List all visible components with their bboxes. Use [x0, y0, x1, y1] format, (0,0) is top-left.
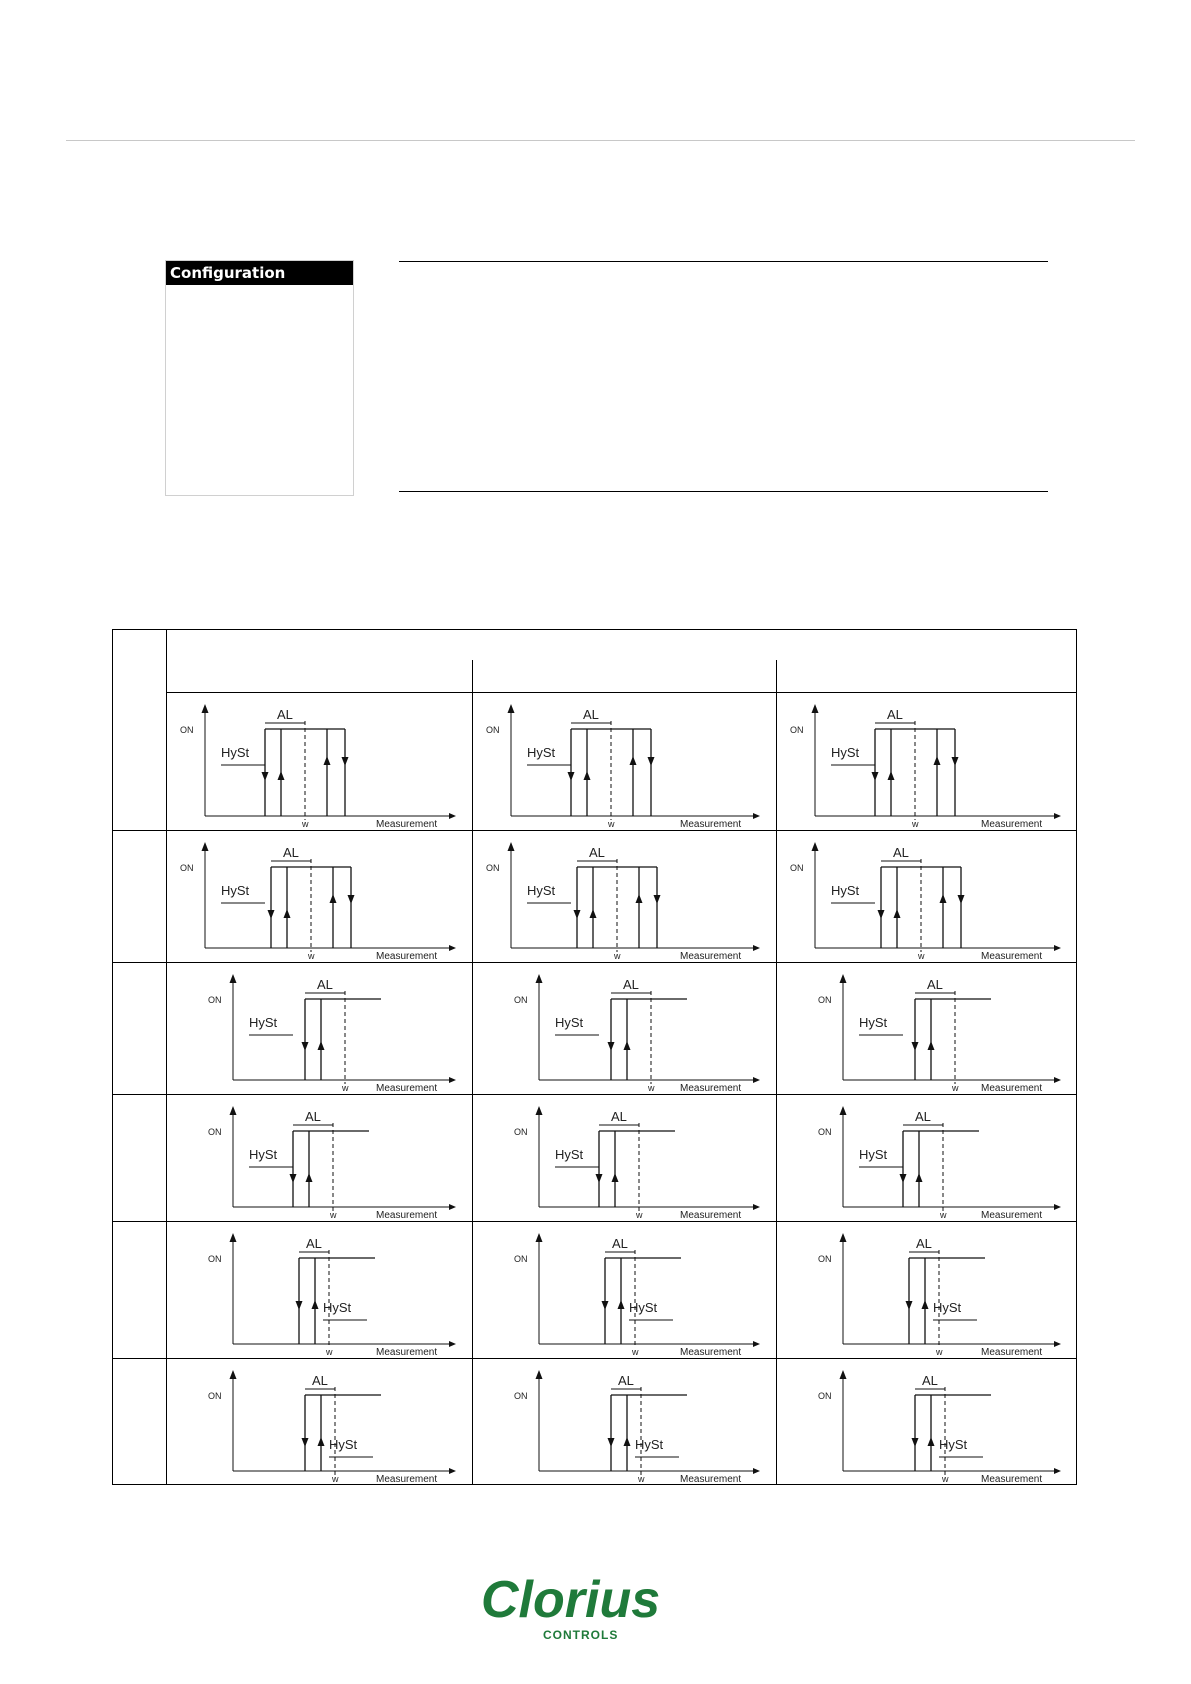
al-label: AL — [623, 977, 639, 992]
setpoint-label: w — [330, 1210, 337, 1220]
diagram-cell — [473, 1095, 776, 1221]
al-label: AL — [583, 707, 599, 722]
right-arrow-icon — [753, 1468, 760, 1474]
on-label: ON — [208, 995, 222, 1005]
down-arrow-icon — [302, 1042, 309, 1051]
on-label: ON — [514, 995, 528, 1005]
down-arrow-icon — [302, 1438, 309, 1447]
al-label: AL — [915, 1109, 931, 1124]
setpoint-label: w — [614, 951, 621, 961]
down-arrow-icon — [912, 1042, 919, 1051]
clorius-logo — [479, 1563, 661, 1645]
down-arrow-icon — [912, 1438, 919, 1447]
al-label: AL — [277, 707, 293, 722]
hyst-label: HySt — [221, 883, 250, 898]
up-arrow-icon — [230, 1106, 237, 1115]
hyst-label: HySt — [629, 1300, 658, 1315]
down-arrow-icon — [958, 895, 965, 904]
setpoint-label: w — [912, 819, 919, 829]
setpoint-label: w — [332, 1474, 339, 1484]
measurement-label: Measurement — [981, 1083, 1043, 1094]
bottom-rule — [399, 491, 1048, 492]
hysteresis-diagram — [167, 1222, 472, 1358]
measurement-label: Measurement — [376, 1210, 438, 1221]
measurement-label: Measurement — [680, 951, 742, 962]
right-arrow-icon — [1054, 1468, 1061, 1474]
up-arrow-icon — [612, 1173, 619, 1182]
hysteresis-diagram — [167, 1359, 472, 1485]
hyst-label: HySt — [555, 1147, 584, 1162]
measurement-label: Measurement — [680, 819, 742, 830]
measurement-label: Measurement — [376, 819, 438, 830]
measurement-label: Measurement — [981, 951, 1043, 962]
hysteresis-diagram — [167, 1095, 472, 1221]
on-label: ON — [514, 1127, 528, 1137]
al-label: AL — [283, 845, 299, 860]
right-arrow-icon — [1054, 945, 1061, 951]
hyst-label: HySt — [329, 1437, 358, 1452]
up-arrow-icon — [916, 1173, 923, 1182]
measurement-label: Measurement — [981, 1210, 1043, 1221]
hyst-label: HySt — [939, 1437, 968, 1452]
hysteresis-diagram — [777, 1095, 1077, 1221]
diagram-cell — [473, 831, 776, 962]
up-arrow-icon — [922, 1300, 929, 1309]
up-arrow-icon — [318, 1041, 325, 1050]
down-arrow-icon — [952, 757, 959, 766]
up-arrow-icon — [928, 1437, 935, 1446]
up-arrow-icon — [536, 974, 543, 983]
al-label: AL — [618, 1373, 634, 1388]
hyst-label: HySt — [527, 745, 556, 760]
measurement-label: Measurement — [376, 1347, 438, 1358]
up-arrow-icon — [230, 1233, 237, 1242]
diagram-cell — [167, 1095, 472, 1221]
al-label: AL — [306, 1236, 322, 1251]
al-label: AL — [922, 1373, 938, 1388]
right-arrow-icon — [753, 945, 760, 951]
right-arrow-icon — [1054, 1341, 1061, 1347]
setpoint-label: w — [942, 1474, 949, 1484]
measurement-label: Measurement — [376, 1474, 438, 1485]
al-label: AL — [893, 845, 909, 860]
diagram-cell — [167, 831, 472, 962]
up-arrow-icon — [536, 1233, 543, 1242]
diagram-cell — [167, 693, 472, 830]
down-arrow-icon — [608, 1438, 615, 1447]
al-label: AL — [612, 1236, 628, 1251]
diagram-cell — [777, 963, 1077, 1094]
down-arrow-icon — [574, 910, 581, 919]
measurement-label: Measurement — [981, 1347, 1043, 1358]
setpoint-label: w — [936, 1347, 943, 1357]
up-arrow-icon — [318, 1437, 325, 1446]
hysteresis-diagram — [167, 831, 472, 962]
up-arrow-icon — [284, 909, 291, 918]
right-arrow-icon — [449, 1204, 456, 1210]
setpoint-label: w — [952, 1083, 959, 1093]
setpoint-label: w — [636, 1210, 643, 1220]
on-label: ON — [790, 863, 804, 873]
down-arrow-icon — [608, 1042, 615, 1051]
hysteresis-diagram — [473, 831, 776, 962]
down-arrow-icon — [878, 910, 885, 919]
up-arrow-icon — [840, 1233, 847, 1242]
down-arrow-icon — [596, 1174, 603, 1183]
down-arrow-icon — [262, 772, 269, 781]
down-arrow-icon — [872, 772, 879, 781]
hysteresis-diagram — [777, 1359, 1077, 1485]
top-separator — [66, 140, 1135, 141]
right-arrow-icon — [753, 1341, 760, 1347]
diagram-cell — [473, 1359, 776, 1485]
hysteresis-diagram — [167, 963, 472, 1094]
down-arrow-icon — [602, 1301, 609, 1310]
up-arrow-icon — [812, 842, 819, 851]
hyst-label: HySt — [323, 1300, 352, 1315]
alarm-diagram-table — [112, 629, 1077, 1485]
up-arrow-icon — [618, 1300, 625, 1309]
measurement-label: Measurement — [680, 1474, 742, 1485]
diagram-cell — [777, 1222, 1077, 1358]
hysteresis-diagram — [167, 693, 472, 830]
setpoint-label: w — [342, 1083, 349, 1093]
on-label: ON — [180, 863, 194, 873]
measurement-label: Measurement — [680, 1347, 742, 1358]
hyst-label: HySt — [859, 1147, 888, 1162]
down-arrow-icon — [342, 757, 349, 766]
on-label: ON — [818, 1254, 832, 1264]
down-arrow-icon — [648, 757, 655, 766]
hysteresis-diagram — [473, 693, 776, 830]
up-arrow-icon — [508, 704, 515, 713]
svg-text:CONTROLS: CONTROLS — [543, 1628, 619, 1642]
al-label: AL — [317, 977, 333, 992]
al-label: AL — [916, 1236, 932, 1251]
setpoint-label: w — [326, 1347, 333, 1357]
down-arrow-icon — [654, 895, 661, 904]
right-arrow-icon — [753, 1204, 760, 1210]
hyst-label: HySt — [555, 1015, 584, 1030]
up-arrow-icon — [536, 1370, 543, 1379]
measurement-label: Measurement — [680, 1210, 742, 1221]
up-arrow-icon — [312, 1300, 319, 1309]
up-arrow-icon — [508, 842, 515, 851]
right-arrow-icon — [1054, 1204, 1061, 1210]
down-arrow-icon — [568, 772, 575, 781]
svg-text:Clorius: Clorius — [481, 1571, 661, 1629]
on-label: ON — [486, 725, 500, 735]
hyst-label: HySt — [831, 745, 860, 760]
hysteresis-diagram — [473, 1095, 776, 1221]
on-label: ON — [818, 1391, 832, 1401]
on-label: ON — [514, 1254, 528, 1264]
up-arrow-icon — [590, 909, 597, 918]
hyst-label: HySt — [249, 1015, 278, 1030]
up-arrow-icon — [202, 704, 209, 713]
hysteresis-diagram — [473, 1222, 776, 1358]
diagram-cell — [777, 693, 1077, 830]
setpoint-label: w — [648, 1083, 655, 1093]
down-arrow-icon — [296, 1301, 303, 1310]
up-arrow-icon — [840, 1106, 847, 1115]
down-arrow-icon — [906, 1301, 913, 1310]
down-arrow-icon — [268, 910, 275, 919]
on-label: ON — [818, 1127, 832, 1137]
up-arrow-icon — [894, 909, 901, 918]
right-arrow-icon — [753, 1077, 760, 1083]
diagram-cell — [777, 831, 1077, 962]
on-label: ON — [514, 1391, 528, 1401]
setpoint-label: w — [302, 819, 309, 829]
up-arrow-icon — [584, 771, 591, 780]
measurement-label: Measurement — [376, 951, 438, 962]
hysteresis-diagram — [473, 963, 776, 1094]
right-arrow-icon — [449, 1077, 456, 1083]
hyst-label: HySt — [221, 745, 250, 760]
setpoint-label: w — [308, 951, 315, 961]
down-arrow-icon — [290, 1174, 297, 1183]
up-arrow-icon — [636, 894, 643, 903]
hyst-label: HySt — [635, 1437, 664, 1452]
right-arrow-icon — [1054, 1077, 1061, 1083]
hyst-label: HySt — [933, 1300, 962, 1315]
setpoint-label: w — [632, 1347, 639, 1357]
right-arrow-icon — [449, 813, 456, 819]
hysteresis-diagram — [777, 693, 1077, 830]
right-arrow-icon — [753, 813, 760, 819]
al-label: AL — [589, 845, 605, 860]
setpoint-label: w — [940, 1210, 947, 1220]
setpoint-label: w — [918, 951, 925, 961]
down-arrow-icon — [348, 895, 355, 904]
up-arrow-icon — [624, 1437, 631, 1446]
config-heading: Configuration — [166, 261, 353, 285]
on-label: ON — [208, 1391, 222, 1401]
right-arrow-icon — [1054, 813, 1061, 819]
diagram-cell — [167, 963, 472, 1094]
measurement-label: Measurement — [981, 1474, 1043, 1485]
on-label: ON — [818, 995, 832, 1005]
on-label: ON — [208, 1254, 222, 1264]
up-arrow-icon — [306, 1173, 313, 1182]
config-sidebar-box — [165, 260, 354, 496]
diagram-cell — [473, 1222, 776, 1358]
up-arrow-icon — [536, 1106, 543, 1115]
right-arrow-icon — [449, 1468, 456, 1474]
up-arrow-icon — [230, 1370, 237, 1379]
setpoint-label: w — [608, 819, 615, 829]
al-label: AL — [611, 1109, 627, 1124]
diagram-cell — [473, 693, 776, 830]
diagram-cell — [777, 1095, 1077, 1221]
right-arrow-icon — [449, 1341, 456, 1347]
up-arrow-icon — [324, 756, 331, 765]
hyst-label: HySt — [527, 883, 556, 898]
on-label: ON — [180, 725, 194, 735]
up-arrow-icon — [888, 771, 895, 780]
diagram-cell — [777, 1359, 1077, 1485]
al-label: AL — [305, 1109, 321, 1124]
al-label: AL — [312, 1373, 328, 1388]
hyst-label: HySt — [859, 1015, 888, 1030]
al-label: AL — [927, 977, 943, 992]
setpoint-label: w — [638, 1474, 645, 1484]
diagram-cell — [167, 1359, 472, 1485]
on-label: ON — [486, 863, 500, 873]
hysteresis-diagram — [473, 1359, 776, 1485]
up-arrow-icon — [840, 974, 847, 983]
up-arrow-icon — [630, 756, 637, 765]
up-arrow-icon — [330, 894, 337, 903]
measurement-label: Measurement — [981, 819, 1043, 830]
up-arrow-icon — [940, 894, 947, 903]
hysteresis-diagram — [777, 963, 1077, 1094]
up-arrow-icon — [624, 1041, 631, 1050]
on-label: ON — [208, 1127, 222, 1137]
up-arrow-icon — [928, 1041, 935, 1050]
diagram-cell — [167, 1222, 472, 1358]
up-arrow-icon — [230, 974, 237, 983]
top-rule — [399, 261, 1048, 262]
up-arrow-icon — [202, 842, 209, 851]
hysteresis-diagram — [777, 831, 1077, 962]
down-arrow-icon — [900, 1174, 907, 1183]
up-arrow-icon — [278, 771, 285, 780]
diagram-cell — [473, 963, 776, 1094]
on-label: ON — [790, 725, 804, 735]
hysteresis-diagram — [777, 1222, 1077, 1358]
measurement-label: Measurement — [376, 1083, 438, 1094]
hyst-label: HySt — [249, 1147, 278, 1162]
right-arrow-icon — [449, 945, 456, 951]
hyst-label: HySt — [831, 883, 860, 898]
up-arrow-icon — [840, 1370, 847, 1379]
al-label: AL — [887, 707, 903, 722]
measurement-label: Measurement — [680, 1083, 742, 1094]
up-arrow-icon — [812, 704, 819, 713]
up-arrow-icon — [934, 756, 941, 765]
